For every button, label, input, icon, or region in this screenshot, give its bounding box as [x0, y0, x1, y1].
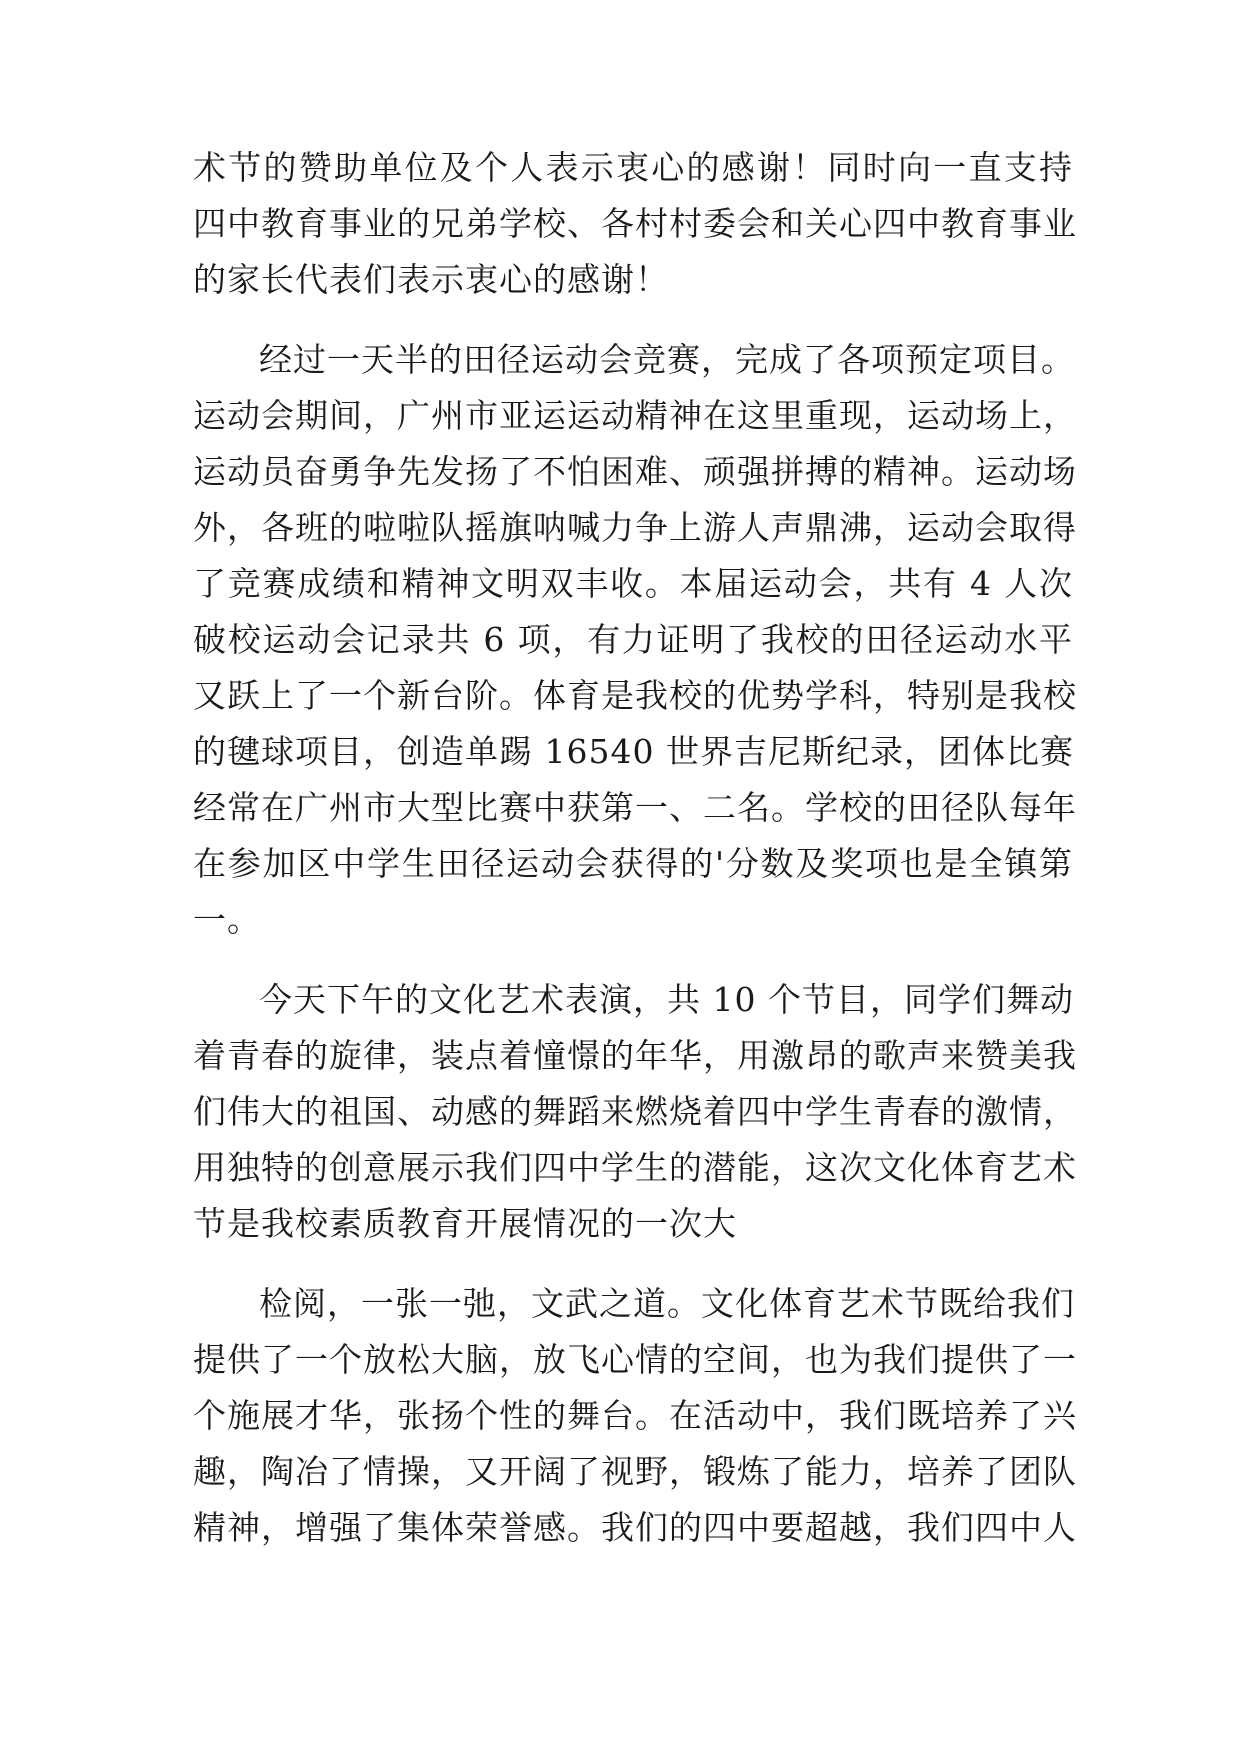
- text-line: 提供了一个放松大脑，放飞心情的空间，也为我们提供了一: [193, 1340, 1077, 1379]
- text-line: 经常在广州市大型比赛中获第一、二名。学校的田径队每年: [193, 788, 1077, 827]
- paragraph-first-line: 经过一天半的田径运动会竞赛，完成了各项预定项目。: [259, 340, 1075, 379]
- text-line: 运动员奋勇争先发扬了不怕困难、顽强拼搏的精神。运动场: [193, 452, 1077, 491]
- text-line: 术节的赞助单位及个人表示衷心的感谢！同时向一直支持: [193, 148, 1073, 187]
- text-line: 在参加区中学生田径运动会获得的'分数及奖项也是全镇第: [193, 844, 1073, 883]
- text-line: 又跃上了一个新台阶。体育是我校的优势学科，特别是我校: [193, 676, 1077, 715]
- text-line: 个施展才华，张扬个性的舞台。在活动中，我们既培养了兴: [193, 1396, 1077, 1435]
- text-line: 的毽球项目，创造单踢 16540 世界吉尼斯纪录，团体比赛: [193, 732, 1074, 771]
- text-line: 们伟大的祖国、动感的舞蹈来燃烧着四中学生青春的激情，: [193, 1092, 1077, 1131]
- text-line: 着青春的旋律，装点着憧憬的年华，用激昂的歌声来赞美我: [193, 1036, 1077, 1075]
- text-line: 节是我校素质教育开展情况的一次大: [193, 1204, 737, 1243]
- text-line: 趣，陶冶了情操，又开阔了视野，锻炼了能力，培养了团队: [193, 1452, 1077, 1491]
- text-line: 了竞赛成绩和精神文明双丰收。本届运动会，共有 4 人次: [193, 564, 1073, 603]
- text-line: 运动会期间，广州市亚运运动精神在这里重现，运动场上，: [193, 396, 1077, 435]
- text-line: 外，各班的啦啦队摇旗呐喊力争上游人声鼎沸，运动会取得: [193, 508, 1077, 547]
- text-line: 一。: [193, 900, 261, 939]
- text-line: 的家长代表们表示衷心的感谢！: [193, 260, 669, 299]
- text-line: 破校运动会记录共 6 项，有力证明了我校的田径运动水平: [193, 620, 1073, 659]
- paragraph-first-line: 今天下午的文化艺术表演，共 10 个节目，同学们舞动: [259, 980, 1074, 1019]
- text-line: 精神，增强了集体荣誉感。我们的四中要超越，我们四中人: [193, 1508, 1077, 1547]
- text-line: 四中教育事业的兄弟学校、各村村委会和关心四中教育事业: [193, 204, 1077, 243]
- text-line: 用独特的创意展示我们四中学生的潜能，这次文化体育艺术: [193, 1148, 1077, 1187]
- paragraph-first-line: 检阅，一张一弛，文武之道。文化体育艺术节既给我们: [259, 1284, 1075, 1323]
